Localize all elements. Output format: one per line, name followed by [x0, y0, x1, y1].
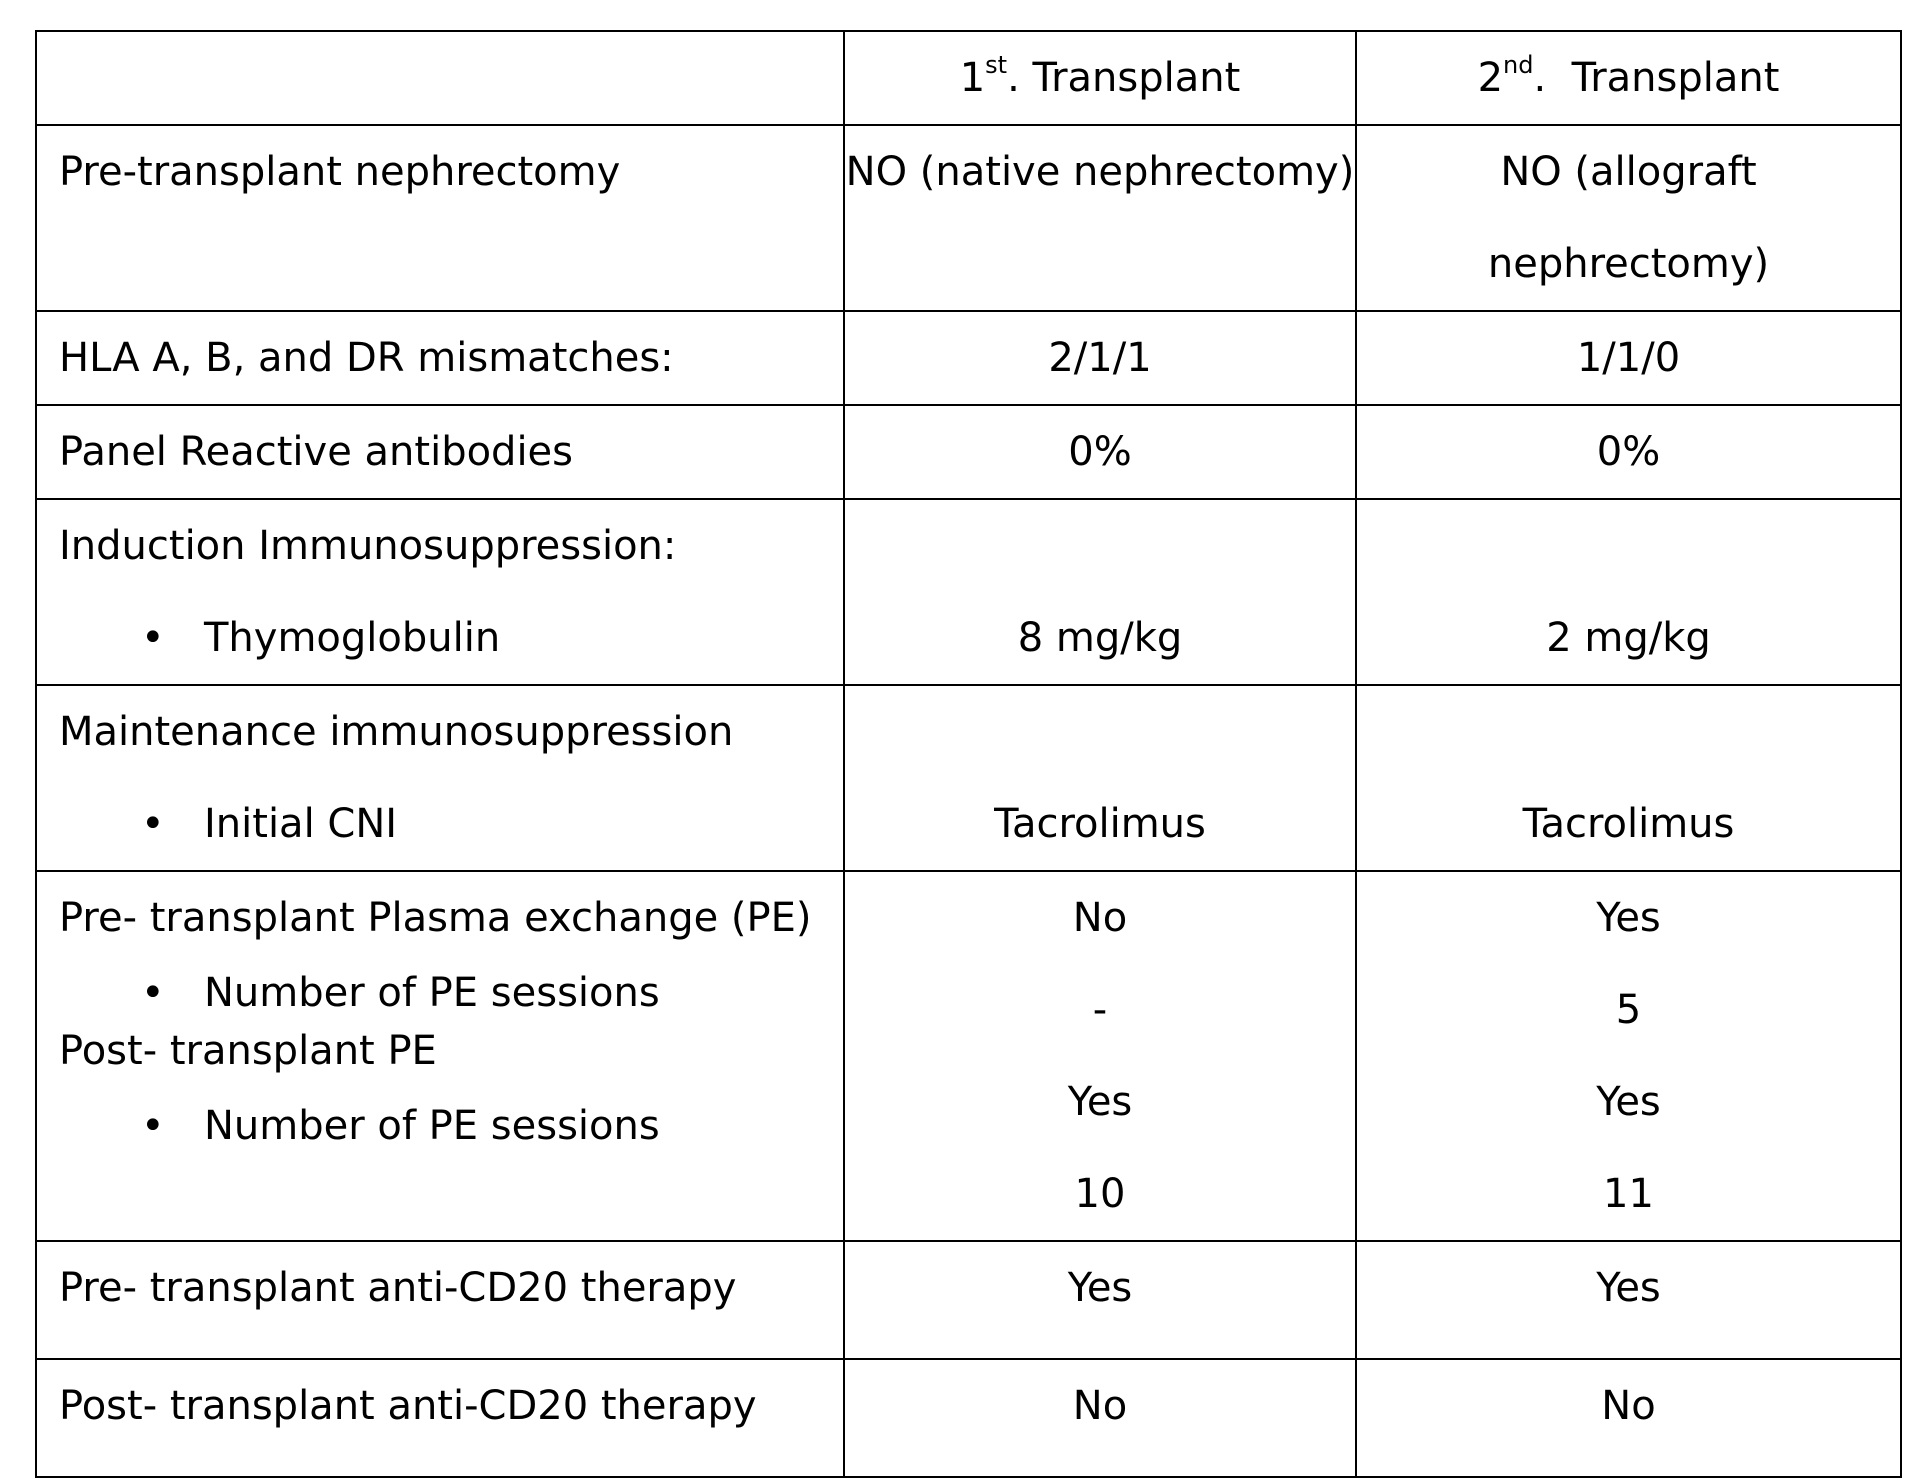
first-transplant-value: NO (native nephrectomy) [844, 125, 1356, 311]
second-transplant-value: NO (allograft nephrectomy) [1356, 125, 1901, 311]
header-first-ordinal: st [985, 50, 1008, 79]
first-transplant-cell [844, 499, 1356, 685]
second-transplant-value: No [1356, 1359, 1901, 1477]
second-transplant-cell [1356, 871, 1901, 1241]
first-transplant-value: No [844, 1359, 1356, 1477]
second-transplant-value: 2 mg/kg [1546, 615, 1711, 661]
table-row [36, 871, 1901, 1241]
second-transplant-value: 5 [1615, 987, 1642, 1033]
row-label: Post- transplant PE [59, 1028, 437, 1074]
header-second-ordinal: nd [1503, 50, 1534, 79]
first-transplant-value: 10 [1074, 1171, 1126, 1217]
row-label: Pre-transplant nephrectomy [36, 125, 844, 311]
table-row [36, 1359, 1901, 1477]
header-second-number: 2 [1477, 55, 1504, 101]
second-transplant-value: Yes [1596, 1079, 1661, 1125]
row-label-cell [36, 499, 844, 685]
header-first-transplant [844, 31, 1356, 125]
row-label: HLA A, B, and DR mismatches: [36, 311, 844, 405]
row-label: Pre- transplant anti-CD20 therapy [36, 1241, 844, 1359]
table-row [36, 685, 1901, 871]
header-first-number: 1 [959, 55, 986, 101]
table-header-row [36, 31, 1901, 125]
table-row [36, 1241, 1901, 1359]
table-row [36, 125, 1901, 311]
first-transplant-value: 8 mg/kg [1017, 615, 1183, 661]
bullet-icon: • [141, 801, 165, 847]
first-transplant-cell [844, 871, 1356, 1241]
row-label: Post- transplant anti-CD20 therapy [36, 1359, 844, 1477]
first-transplant-value: Tacrolimus [994, 801, 1206, 847]
first-transplant-value: - [1092, 987, 1108, 1033]
header-cell-empty [36, 31, 844, 125]
second-transplant-value: 11 [1603, 1171, 1654, 1217]
row-label: Induction Immunosuppression: [59, 523, 677, 569]
row-label-cell [36, 685, 844, 871]
second-transplant-cell [1356, 685, 1901, 871]
first-transplant-value: Yes [1067, 1079, 1133, 1125]
table-row [36, 405, 1901, 499]
bullet-label: Number of PE sessions [204, 1103, 660, 1149]
bullet-label: Initial CNI [204, 801, 398, 847]
second-transplant-cell [1356, 499, 1901, 685]
second-transplant-value: 1/1/0 [1356, 311, 1901, 405]
first-transplant-cell [844, 685, 1356, 871]
table-row [36, 311, 1901, 405]
second-transplant-value: 0% [1356, 405, 1901, 499]
first-transplant-value: No [1072, 895, 1128, 941]
transplant-comparison-table [35, 30, 1902, 1478]
header-second-label: . Transplant [1533, 55, 1780, 101]
bullet-icon: • [141, 1103, 165, 1149]
second-transplant-value: Yes [1356, 1241, 1901, 1359]
first-transplant-value: 0% [844, 405, 1356, 499]
row-label: Pre- transplant Plasma exchange (PE) [59, 895, 812, 941]
second-transplant-value: Tacrolimus [1522, 801, 1735, 847]
header-first-label: . Transplant [1007, 55, 1241, 101]
header-second-transplant [1356, 31, 1901, 125]
first-transplant-value: 2/1/1 [844, 311, 1356, 405]
bullet-icon: • [141, 615, 165, 661]
bullet-label: Thymoglobulin [204, 615, 501, 661]
first-transplant-value: Yes [844, 1241, 1356, 1359]
row-label-cell [36, 871, 844, 1241]
row-label: Panel Reactive antibodies [36, 405, 844, 499]
bullet-icon: • [141, 970, 165, 1016]
bullet-label: Number of PE sessions [204, 970, 660, 1016]
table-row [36, 499, 1901, 685]
row-label: Maintenance immunosuppression [59, 709, 734, 755]
second-transplant-value: Yes [1596, 895, 1661, 941]
